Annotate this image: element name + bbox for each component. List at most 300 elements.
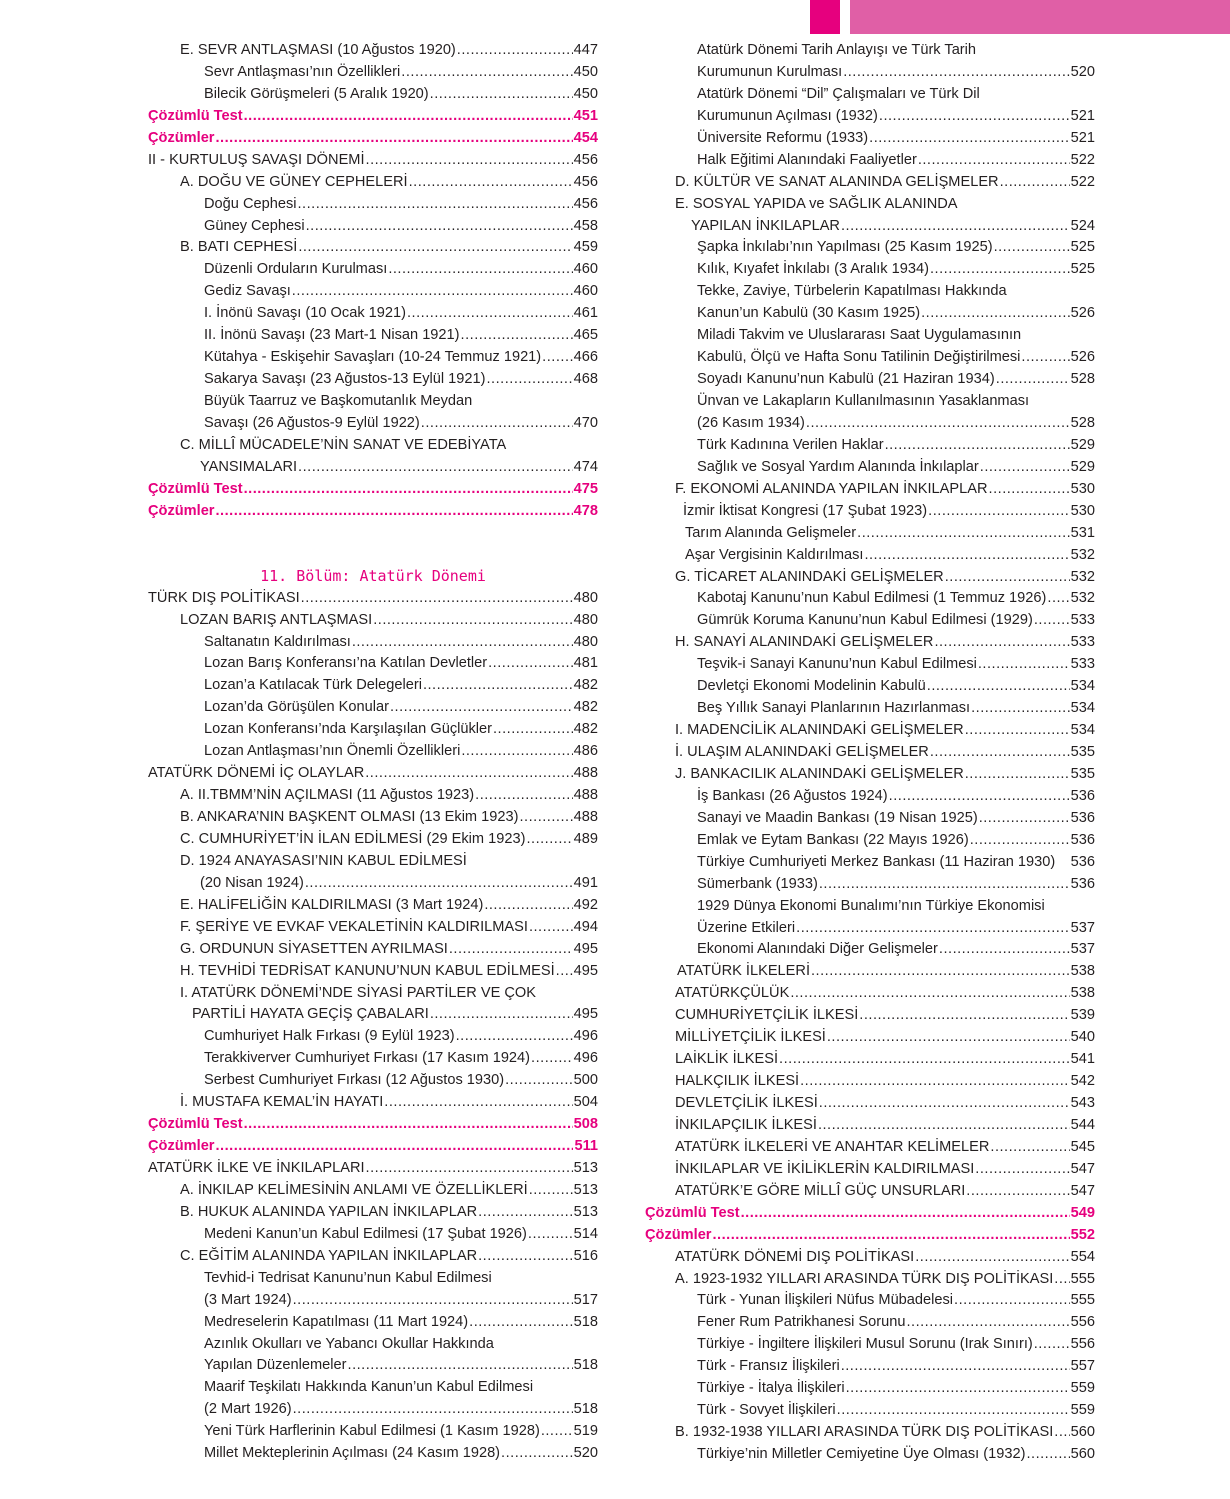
toc-entry-page: 456 — [573, 151, 598, 168]
dot-leader — [293, 1399, 573, 1421]
toc-entry-title: ATATÜRK İLKELERİ VE ANAHTAR KELİMELER — [675, 1138, 990, 1155]
dot-leader — [449, 939, 573, 961]
toc-entry-title: Düzenli Orduların Kurulması — [204, 261, 388, 278]
dot-leader — [837, 1400, 1070, 1422]
toc-entry[interactable] — [645, 610, 1095, 632]
dot-leader — [1000, 172, 1070, 194]
toc-entry-page: 556 — [1070, 1336, 1095, 1353]
toc-entry[interactable] — [645, 194, 1095, 216]
toc-entry[interactable] — [645, 567, 1095, 589]
toc-entry-title: Çözümlü Test — [148, 107, 243, 124]
toc-entry[interactable] — [148, 303, 598, 325]
toc-entry-title: Türkiye - İngiltere İlişkileri Musul Sorunu (Irak Sınırı) — [697, 1336, 1033, 1353]
dot-leader — [989, 479, 1070, 501]
toc-entry-page: 538 — [1070, 963, 1095, 980]
toc-entry-title: C. MİLLÎ MÜCADELE’NİN SANAT VE EDEBİYATA — [180, 436, 507, 453]
toc-entry[interactable] — [148, 216, 598, 238]
toc-entry[interactable] — [148, 961, 598, 983]
toc-entry-page: 534 — [1070, 722, 1095, 739]
dot-leader — [827, 1027, 1070, 1049]
toc-entry[interactable] — [148, 194, 598, 216]
toc-entry[interactable] — [645, 259, 1095, 281]
toc-entry[interactable] — [148, 457, 598, 479]
toc-entry-page: 495 — [573, 962, 598, 979]
toc-entry[interactable] — [148, 1180, 598, 1202]
toc-entry[interactable] — [645, 830, 1095, 852]
toc-entry-title: Emlak ve Eytam Bankası (22 Mayıs 1926) — [697, 831, 969, 848]
toc-entry[interactable] — [645, 479, 1095, 501]
dot-leader — [1021, 347, 1069, 369]
toc-entry-page: 526 — [1070, 305, 1095, 322]
toc-entry-title: Sağlık ve Sosyal Yardım Alanında İnkılaplar — [697, 458, 979, 475]
toc-entry[interactable] — [645, 1225, 1095, 1247]
toc-entry-title: HALKÇILIK İLKESİ — [675, 1073, 800, 1090]
toc-entry-page: 521 — [1070, 107, 1095, 124]
dot-leader — [869, 128, 1070, 150]
toc-entry[interactable] — [645, 325, 1095, 347]
dot-leader — [348, 1355, 573, 1377]
dot-leader — [978, 654, 1070, 676]
dot-leader — [401, 62, 572, 84]
toc-entry[interactable] — [148, 1026, 598, 1048]
toc-entry-page: 480 — [573, 633, 598, 650]
toc-entry[interactable] — [148, 40, 598, 62]
dot-leader — [994, 237, 1070, 259]
toc-entry[interactable] — [645, 40, 1095, 62]
toc-entry-title: Bilecik Görüşmeleri (5 Aralık 1920) — [204, 85, 429, 102]
toc-entry[interactable] — [645, 654, 1095, 676]
toc-entry[interactable] — [148, 851, 598, 873]
toc-entry[interactable] — [148, 1377, 598, 1399]
toc-entry-title: I. İnönü Savaşı (10 Ocak 1921) — [204, 305, 406, 322]
toc-entry-page: 533 — [1070, 634, 1095, 651]
toc-entry[interactable] — [148, 479, 598, 501]
dot-leader — [244, 106, 573, 128]
toc-entry-title: Türk - Fransız İlişkileri — [697, 1358, 840, 1375]
toc-entry-page: 521 — [1070, 129, 1095, 146]
toc-entry[interactable] — [148, 106, 598, 128]
toc-entry[interactable] — [645, 237, 1095, 259]
dot-leader — [954, 1290, 1070, 1312]
toc-left-column — [148, 40, 598, 1465]
toc-entry[interactable] — [148, 1114, 598, 1136]
toc-entry-page: 496 — [573, 1050, 598, 1067]
toc-entry-page: 554 — [1070, 1248, 1095, 1265]
dot-leader — [484, 895, 572, 917]
toc-entry[interactable] — [645, 698, 1095, 720]
dot-leader — [966, 1181, 1069, 1203]
toc-entry[interactable] — [645, 128, 1095, 150]
toc-entry[interactable] — [148, 1136, 598, 1158]
toc-entry[interactable] — [148, 1312, 598, 1334]
dot-leader — [373, 610, 572, 632]
toc-entry-title: G. ORDUNUN SİYASETTEN AYRILMASI — [180, 940, 448, 957]
dot-leader — [934, 632, 1069, 654]
toc-entry-title: B. BATI CEPHESİ — [180, 239, 298, 256]
toc-entry-title: Medeni Kanun’un Kabul Edilmesi (17 Şubat 1926) — [204, 1225, 527, 1242]
toc-entry-title: DEVLETÇİLİK İLKESİ — [675, 1095, 818, 1111]
toc-entry[interactable] — [645, 84, 1095, 106]
toc-entry[interactable] — [645, 1027, 1095, 1049]
dot-leader — [461, 741, 572, 763]
dot-leader — [301, 588, 573, 610]
toc-entry-title: Türk Kadınına Verilen Haklar — [697, 436, 884, 453]
toc-entry[interactable] — [148, 172, 598, 194]
toc-entry-page: 542 — [1070, 1073, 1095, 1090]
corner-band — [850, 0, 1230, 34]
toc-entry-title: Üzerine Etkileri — [697, 919, 796, 936]
toc-entry-title: Türkiye’nin Milletler Cemiyetine Üye Olması (1932) — [697, 1446, 1026, 1462]
toc-entry[interactable] — [148, 719, 598, 741]
toc-entry-page: 535 — [1070, 744, 1095, 760]
toc-entry[interactable] — [645, 1378, 1095, 1400]
toc-entry[interactable] — [645, 764, 1095, 786]
toc-entry-title: Beş Yıllık Sanayi Planlarının Hazırlanması — [697, 700, 971, 717]
toc-entry-title: Çözümlü Test — [645, 1204, 740, 1221]
dot-leader — [970, 830, 1070, 852]
dot-leader — [478, 1246, 573, 1268]
toc-entry[interactable] — [148, 1334, 598, 1356]
toc-entry-title: D. KÜLTÜR VE SANAT ALANINDA GELİŞMELER — [675, 173, 999, 190]
toc-entry-title: Miladi Takvim ve Uluslararası Saat Uygulamasının — [697, 327, 1022, 344]
toc-entry[interactable] — [645, 1334, 1095, 1356]
toc-entry[interactable] — [645, 1181, 1095, 1203]
toc-entry-title: I. ATATÜRK DÖNEMİ’NDE SİYASİ PARTİLER VE ÇOK — [180, 984, 536, 1001]
toc-entry-title: YAPILAN İNKILAPLAR — [691, 217, 840, 234]
toc-entry[interactable] — [645, 676, 1095, 698]
toc-entry-page: 486 — [573, 743, 598, 760]
toc-entry[interactable] — [148, 84, 598, 106]
dot-leader — [366, 150, 573, 172]
toc-entry-title: Yeni Türk Harflerinin Kabul Edilmesi (1 Kasım 1928) — [204, 1423, 540, 1440]
dot-leader — [979, 808, 1070, 830]
toc-entry[interactable] — [148, 1158, 598, 1180]
dot-leader — [244, 1114, 573, 1136]
toc-entry[interactable] — [148, 1290, 598, 1312]
toc-entry[interactable] — [645, 983, 1095, 1005]
dot-leader — [906, 1312, 1069, 1334]
toc-entry[interactable] — [148, 435, 598, 457]
toc-entry-title: Lozan Antlaşması’nın Önemli Özellikleri — [204, 743, 461, 760]
toc-entry[interactable] — [148, 785, 598, 807]
toc-entry[interactable] — [148, 1004, 598, 1026]
toc-entry[interactable] — [148, 632, 598, 654]
toc-entry[interactable] — [148, 128, 598, 150]
toc-entry-page: 539 — [1070, 1007, 1095, 1024]
toc-entry[interactable] — [148, 1224, 598, 1246]
toc-entry[interactable] — [645, 150, 1095, 172]
toc-entry[interactable] — [645, 106, 1095, 128]
toc-entry-page: 450 — [573, 63, 598, 80]
toc-entry[interactable] — [645, 1290, 1095, 1312]
toc-entry-title: G. TİCARET ALANINDAKİ GELİŞMELER — [675, 568, 944, 585]
dot-leader — [1054, 1422, 1069, 1444]
toc-entry[interactable] — [148, 391, 598, 413]
corner-decoration — [810, 0, 1230, 34]
toc-entry-page: 552 — [1070, 1226, 1095, 1243]
toc-entry-title: A. 1923-1932 YILLARI ARASINDA TÜRK DIŞ POLİTİKASI — [675, 1270, 1054, 1287]
toc-entry-title: Sevr Antlaşması’nın Özellikleri — [204, 63, 401, 80]
toc-entry[interactable] — [645, 1159, 1095, 1181]
toc-entry[interactable] — [148, 917, 598, 939]
toc-entry-title: Aşar Vergisinin Kaldırılması — [685, 546, 864, 563]
toc-entry-title: Tekke, Zaviye, Türbelerin Kapatılması Hakkında — [697, 283, 1007, 300]
toc-entry[interactable] — [148, 829, 598, 851]
toc-entry-title: Lozan’a Katılacak Türk Delegeleri — [204, 677, 422, 694]
dot-leader — [244, 479, 573, 501]
toc-entry-title: Çözümler — [645, 1226, 712, 1243]
corner-accent — [810, 0, 840, 34]
toc-entry[interactable] — [645, 391, 1095, 413]
toc-entry[interactable] — [645, 1356, 1095, 1378]
toc-entry[interactable] — [148, 588, 598, 610]
toc-entry[interactable] — [645, 961, 1095, 983]
toc-entry-page: 518 — [573, 1401, 598, 1418]
toc-entry[interactable] — [645, 435, 1095, 457]
toc-entry[interactable] — [645, 457, 1095, 479]
toc-entry-title: Çözümler — [148, 1138, 215, 1155]
toc-entry-title: CUMHURİYETÇİLİK İLKESİ — [675, 1007, 859, 1024]
toc-entry[interactable] — [645, 303, 1095, 325]
toc-entry-title: Teşvik-i Sanayi Kanunu’nun Kabul Edilmesi — [697, 656, 977, 673]
toc-entry-title: Medreselerin Kapatılması (11 Mart 1924) — [204, 1313, 469, 1330]
toc-entry-title: A. İNKILAP KELİMESİNİN ANLAMI VE ÖZELLİKLERİ — [180, 1181, 528, 1198]
toc-entry-title: Çözümlü Test — [148, 480, 243, 497]
dot-leader — [975, 1159, 1069, 1181]
toc-entry-title: ATATÜRK İLKELERİ — [677, 963, 810, 980]
dot-leader — [366, 1158, 573, 1180]
toc-entry[interactable] — [645, 588, 1095, 610]
toc-entry[interactable] — [148, 763, 598, 785]
toc-entry-title: Maarif Teşkilatı Hakkında Kanun’un Kabul Edilmesi — [204, 1379, 534, 1396]
toc-entry[interactable] — [148, 413, 598, 435]
dot-leader — [478, 1202, 573, 1224]
toc-entry[interactable] — [645, 1137, 1095, 1159]
toc-entry-title: Sakarya Savaşı (23 Ağustos-13 Eylül 1921) — [204, 371, 486, 388]
toc-entry-page: 557 — [1070, 1358, 1095, 1375]
toc-entry[interactable] — [148, 281, 598, 303]
dot-leader — [556, 961, 573, 983]
toc-entry-title: Türkiye - İtalya İlişkileri — [697, 1380, 845, 1397]
toc-entry[interactable] — [148, 62, 598, 84]
toc-entry[interactable] — [645, 632, 1095, 654]
toc-entry[interactable] — [645, 1312, 1095, 1334]
toc-entry[interactable] — [645, 216, 1095, 238]
toc-entry-title: Atatürk Dönemi “Dil” Çalışmaları ve Türk Dil — [697, 85, 980, 102]
toc-entry-page: 533 — [1070, 656, 1095, 673]
toc-entry-title: Gediz Savaşı — [204, 283, 291, 300]
toc-entry[interactable] — [148, 259, 598, 281]
toc-entry[interactable] — [645, 786, 1095, 808]
toc-entry-page: 531 — [1070, 524, 1095, 541]
toc-entry-page: 482 — [573, 699, 598, 716]
dot-leader — [542, 347, 572, 369]
toc-entry-title: II. İnönü Savaşı (23 Mart-1 Nisan 1921) — [204, 327, 460, 344]
toc-entry-page: 529 — [1070, 436, 1095, 453]
toc-entry[interactable] — [148, 325, 598, 347]
toc-entry-page: 520 — [573, 1445, 598, 1462]
toc-entry[interactable] — [645, 1247, 1095, 1269]
toc-entry-title: Soyadı Kanunu’nun Kabulü (21 Haziran 1934) — [697, 371, 995, 388]
toc-entry[interactable] — [645, 523, 1095, 545]
dot-leader — [796, 918, 1070, 940]
toc-entry-page: 482 — [573, 721, 598, 738]
toc-entry[interactable] — [148, 1202, 598, 1224]
toc-entry-title: (2 Mart 1926) — [204, 1401, 292, 1418]
toc-entry[interactable] — [148, 1048, 598, 1070]
dot-leader — [939, 939, 1070, 961]
toc-entry-page: 559 — [1070, 1380, 1095, 1397]
toc-entry[interactable] — [148, 807, 598, 829]
toc-entry[interactable] — [148, 1070, 598, 1092]
dot-leader — [493, 719, 573, 741]
dot-leader — [930, 259, 1070, 281]
toc-entry[interactable] — [645, 501, 1095, 523]
dot-leader — [971, 698, 1070, 720]
toc-entry[interactable] — [645, 1422, 1095, 1444]
toc-entry[interactable] — [148, 1268, 598, 1290]
toc-entry[interactable] — [645, 369, 1095, 391]
dot-leader — [519, 807, 572, 829]
toc-entry-page: 529 — [1070, 458, 1095, 475]
toc-entry-page: 474 — [573, 458, 598, 475]
toc-entry[interactable] — [645, 1115, 1095, 1137]
toc-entry-title: Çözümlü Test — [148, 1116, 243, 1133]
toc-entry-title: Gümrük Koruma Kanunu’nun Kabul Edilmesi (1929) — [697, 612, 1033, 629]
toc-entry[interactable] — [645, 874, 1095, 896]
toc-entry[interactable] — [148, 1355, 598, 1377]
toc-entry-title: Savaşı (26 Ağustos-9 Eylül 1922) — [204, 414, 420, 431]
toc-entry-title: Cumhuriyet Halk Fırkası (9 Eylül 1923) — [204, 1028, 455, 1045]
toc-entry-title: MİLLİYETÇİLİK İLKESİ — [675, 1029, 826, 1046]
toc-entry[interactable] — [148, 501, 598, 523]
toc-entry-page: 504 — [573, 1094, 598, 1111]
dot-leader — [818, 1115, 1070, 1137]
dot-leader — [918, 150, 1070, 172]
toc-entry[interactable] — [148, 1421, 598, 1443]
toc-entry-title: C. CUMHURİYET’İN İLAN EDİLMESİ (29 Ekim 1923) — [180, 830, 526, 847]
toc-entry-title: (20 Nisan 1924) — [200, 874, 304, 891]
toc-entry[interactable] — [148, 697, 598, 719]
toc-entry[interactable] — [645, 1400, 1095, 1422]
toc-entry[interactable] — [645, 1203, 1095, 1225]
dot-leader — [421, 413, 573, 435]
dot-leader — [293, 1290, 573, 1312]
dot-leader — [859, 1005, 1069, 1027]
toc-entry[interactable] — [645, 281, 1095, 303]
toc-entry-page: 549 — [1070, 1204, 1095, 1221]
dot-leader — [457, 40, 573, 62]
toc-entry-title: 1929 Dünya Ekonomi Bunalımı’nın Türkiye Ekonomisi — [697, 897, 1045, 914]
toc-entry[interactable] — [645, 1071, 1095, 1093]
toc-entry-page: 513 — [573, 1203, 598, 1220]
toc-entry[interactable] — [645, 1093, 1095, 1115]
toc-entry[interactable] — [645, 172, 1095, 194]
toc-entry-page: 456 — [573, 173, 598, 190]
toc-entry[interactable] — [645, 347, 1095, 369]
toc-entry[interactable] — [645, 413, 1095, 435]
spacer — [148, 523, 598, 545]
toc-entry-page: 481 — [573, 655, 598, 672]
toc-entry-page: 540 — [1070, 1029, 1095, 1046]
toc-entry-title: Büyük Taarruz ve Başkomutanlık Meydan — [204, 393, 473, 409]
toc-entry[interactable] — [645, 939, 1095, 961]
dot-leader — [819, 1093, 1070, 1115]
dot-leader — [526, 829, 572, 851]
toc-entry[interactable] — [148, 237, 598, 259]
toc-entry[interactable] — [148, 347, 598, 369]
toc-entry[interactable] — [148, 1443, 598, 1465]
dot-leader — [965, 720, 1070, 742]
toc-entry-page: 494 — [573, 918, 598, 935]
toc-entry[interactable] — [148, 1092, 598, 1114]
dot-leader — [980, 457, 1070, 479]
toc-entry[interactable] — [645, 742, 1095, 764]
dot-leader — [800, 1071, 1070, 1093]
toc-entry[interactable] — [148, 939, 598, 961]
toc-entry[interactable] — [148, 150, 598, 172]
dot-leader — [928, 501, 1069, 523]
dot-leader — [430, 84, 573, 106]
toc-entry[interactable] — [148, 873, 598, 895]
toc-entry[interactable] — [148, 983, 598, 1005]
toc-entry-page: 459 — [573, 239, 598, 256]
toc-entry[interactable] — [148, 653, 598, 675]
toc-entry[interactable] — [148, 369, 598, 391]
toc-entry[interactable] — [148, 610, 598, 632]
toc-entry[interactable] — [148, 895, 598, 917]
toc-entry[interactable] — [645, 1269, 1095, 1291]
toc-entry[interactable] — [645, 62, 1095, 84]
dot-leader — [864, 545, 1069, 567]
dot-leader — [352, 632, 573, 654]
toc-entry[interactable] — [645, 808, 1095, 830]
dot-leader — [430, 1004, 573, 1026]
toc-entry[interactable] — [645, 852, 1095, 874]
toc-entry-title: Lozan’da Görüşülen Konular — [204, 699, 389, 716]
dot-leader — [927, 676, 1070, 698]
dot-leader — [469, 1312, 572, 1334]
toc-entry-page: 514 — [573, 1225, 598, 1242]
toc-entry-page: 560 — [1070, 1446, 1095, 1462]
dot-leader — [456, 1026, 573, 1048]
toc-entry-title: Lozan Konferansı’nda Karşılaşılan Güçlükler — [204, 721, 492, 738]
toc-entry[interactable] — [148, 675, 598, 697]
toc-entry-page: 536 — [1070, 875, 1095, 892]
dot-leader — [216, 128, 573, 150]
dot-leader — [305, 873, 573, 895]
toc-entry[interactable] — [645, 918, 1095, 940]
toc-entry[interactable] — [645, 1049, 1095, 1071]
toc-entry[interactable] — [148, 1399, 598, 1421]
toc-entry-page: 519 — [573, 1423, 598, 1440]
toc-entry-title: Sanayi ve Maadin Bankası (19 Nisan 1925) — [697, 809, 978, 826]
toc-entry-title: Millet Mekteplerinin Açılması (24 Kasım 1928) — [204, 1445, 501, 1462]
dot-leader — [292, 281, 573, 303]
toc-entry[interactable] — [148, 1246, 598, 1268]
toc-entry[interactable] — [645, 896, 1095, 918]
toc-entry-title: Ekonomi Alanındaki Diğer Gelişmeler — [697, 941, 938, 958]
toc-entry-title: Kabulü, Ölçü ve Hafta Sonu Tatilinin Değiştirilmesi — [697, 349, 1021, 366]
dot-leader — [531, 1048, 573, 1070]
toc-entry[interactable] — [645, 545, 1095, 567]
toc-entry[interactable] — [148, 741, 598, 763]
toc-entry-page: 478 — [573, 502, 598, 519]
toc-entry[interactable] — [645, 1005, 1095, 1027]
toc-entry-page: 560 — [1070, 1424, 1095, 1441]
toc-entry[interactable] — [645, 1444, 1095, 1466]
toc-entry[interactable] — [645, 720, 1095, 742]
